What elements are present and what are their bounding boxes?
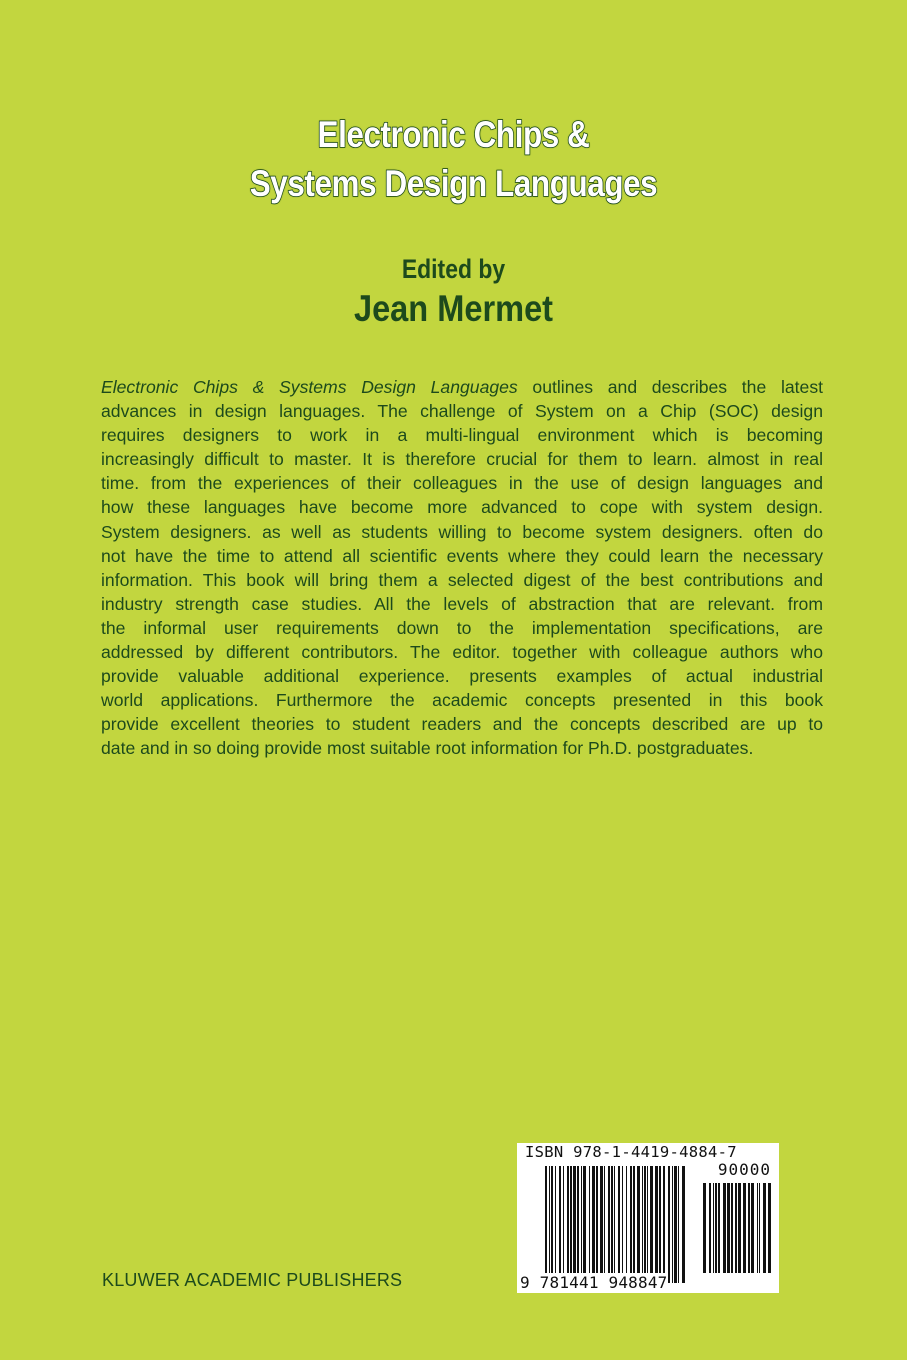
barcode-bar [763, 1183, 766, 1273]
barcode-bar [709, 1183, 711, 1273]
barcode-bar [570, 1166, 572, 1283]
description-line: provide valuable additional experience. presents examples of actual industrial [101, 666, 823, 687]
barcode-bar [723, 1183, 726, 1273]
barcode-bar [738, 1183, 741, 1273]
description-line: date and in so doing provide most suitable root information for Ph.D. postgraduates. [101, 738, 754, 759]
barcode-bar [751, 1183, 754, 1273]
barcode-bar [551, 1166, 553, 1283]
barcode-bar [567, 1166, 569, 1283]
description-line: information. This book will bring them a selected digest of the best contributions and [101, 569, 823, 590]
description-line: increasingly difficult to master. It is therefore crucial for them to learn. almost in real [101, 449, 823, 470]
isbn-number: ISBN 978-1-4419-4884-7 [525, 1143, 737, 1161]
barcode-bar [647, 1166, 648, 1283]
edited-by-label: Edited by [401, 254, 506, 284]
barcode-bar [659, 1166, 661, 1283]
barcode-bar [622, 1166, 623, 1283]
description-italic-title: Electronic Chips & Systems Design Languages [101, 377, 518, 397]
barcode-bar [577, 1166, 579, 1283]
barcode-bar [637, 1166, 640, 1283]
barcode-bar [559, 1166, 561, 1283]
price-addon-number: 90000 [717, 1160, 771, 1179]
editor-name: Jean Mermet [353, 288, 554, 329]
publisher-name: KLUWER ACADEMIC PUBLISHERS [102, 1270, 403, 1290]
description-line: System designers. as well as students willing to become system designers. often do [101, 521, 823, 542]
description-line: advances in design languages. The challenge of System on a Chip (SOC) design [101, 401, 823, 422]
barcode-bar [583, 1166, 586, 1283]
barcode-bar [611, 1166, 613, 1283]
barcode-bar [633, 1166, 635, 1283]
ean-number: 9 781441 948847 [520, 1273, 668, 1292]
barcode-bar [626, 1166, 627, 1283]
barcode-bar [555, 1166, 556, 1283]
book-title-line-1: Electronic Chips & [317, 114, 590, 155]
description-line: the informal user requirements down to the implementation specifications, are [101, 617, 823, 638]
description-line: provide excellent theories to student readers and the concepts described are up to [101, 714, 823, 735]
barcode-bar [614, 1166, 615, 1283]
barcode-bar [592, 1166, 595, 1283]
description-line: Electronic Chips & Systems Design Languages outlines and describes the latest [101, 377, 824, 397]
barcode-bar [674, 1166, 677, 1283]
barcode-bar [718, 1183, 720, 1273]
barcode-bar [650, 1166, 653, 1283]
barcode-bar [743, 1183, 746, 1273]
barcode-bar [581, 1166, 582, 1283]
barcode-bar [672, 1166, 673, 1283]
description-line: world applications. Furthermore the academic concepts presented in this book [101, 690, 823, 711]
description-line: how these languages have become more advanced to cope with system design. [101, 497, 823, 518]
barcode-bar [727, 1183, 730, 1273]
barcode-bar [545, 1166, 547, 1283]
barcode-bar [759, 1183, 760, 1273]
description-line: addressed by different contributors. The editor. together with colleague authors who [101, 642, 823, 663]
barcode-bar [678, 1166, 679, 1283]
barcode-bar [748, 1183, 750, 1273]
barcode-bar [668, 1166, 670, 1283]
barcode-bar [682, 1166, 685, 1283]
barcode-bar [563, 1166, 564, 1283]
barcode-bar [596, 1166, 598, 1283]
barcode-bar [644, 1166, 646, 1283]
barcode-bar [642, 1166, 643, 1283]
description-line: requires designers to work in a multi-lingual environment which is becoming [101, 425, 823, 446]
barcode-bar [655, 1166, 658, 1283]
book-title-line-2: Systems Design Languages [249, 163, 658, 204]
barcode-bar [589, 1166, 590, 1283]
barcode-bar [703, 1183, 706, 1273]
barcode-bar [713, 1183, 714, 1273]
barcode-bar [757, 1183, 758, 1273]
barcode-bar [604, 1166, 605, 1283]
isbn-barcode [517, 1143, 779, 1293]
barcode-bar [663, 1166, 665, 1283]
description-line: industry strength case studies. All the levels of abstraction that are relevant. from [101, 593, 823, 614]
barcode-bar [618, 1166, 620, 1283]
book-description [101, 375, 823, 761]
barcode-bar [600, 1166, 603, 1283]
barcode-bar [715, 1183, 717, 1273]
barcode-bar [768, 1183, 771, 1273]
barcode-bar [549, 1166, 550, 1283]
barcode-bar [573, 1166, 576, 1283]
barcode-bar [608, 1166, 610, 1283]
barcode-bar [735, 1183, 737, 1273]
description-line: not have the time to attend all scientific events where they could learn the necessary [101, 545, 823, 566]
barcode-bar [630, 1166, 632, 1283]
description-line: time. from the experiences of their colleagues in the use of design languages and [101, 473, 823, 494]
barcode-bar [731, 1183, 733, 1273]
